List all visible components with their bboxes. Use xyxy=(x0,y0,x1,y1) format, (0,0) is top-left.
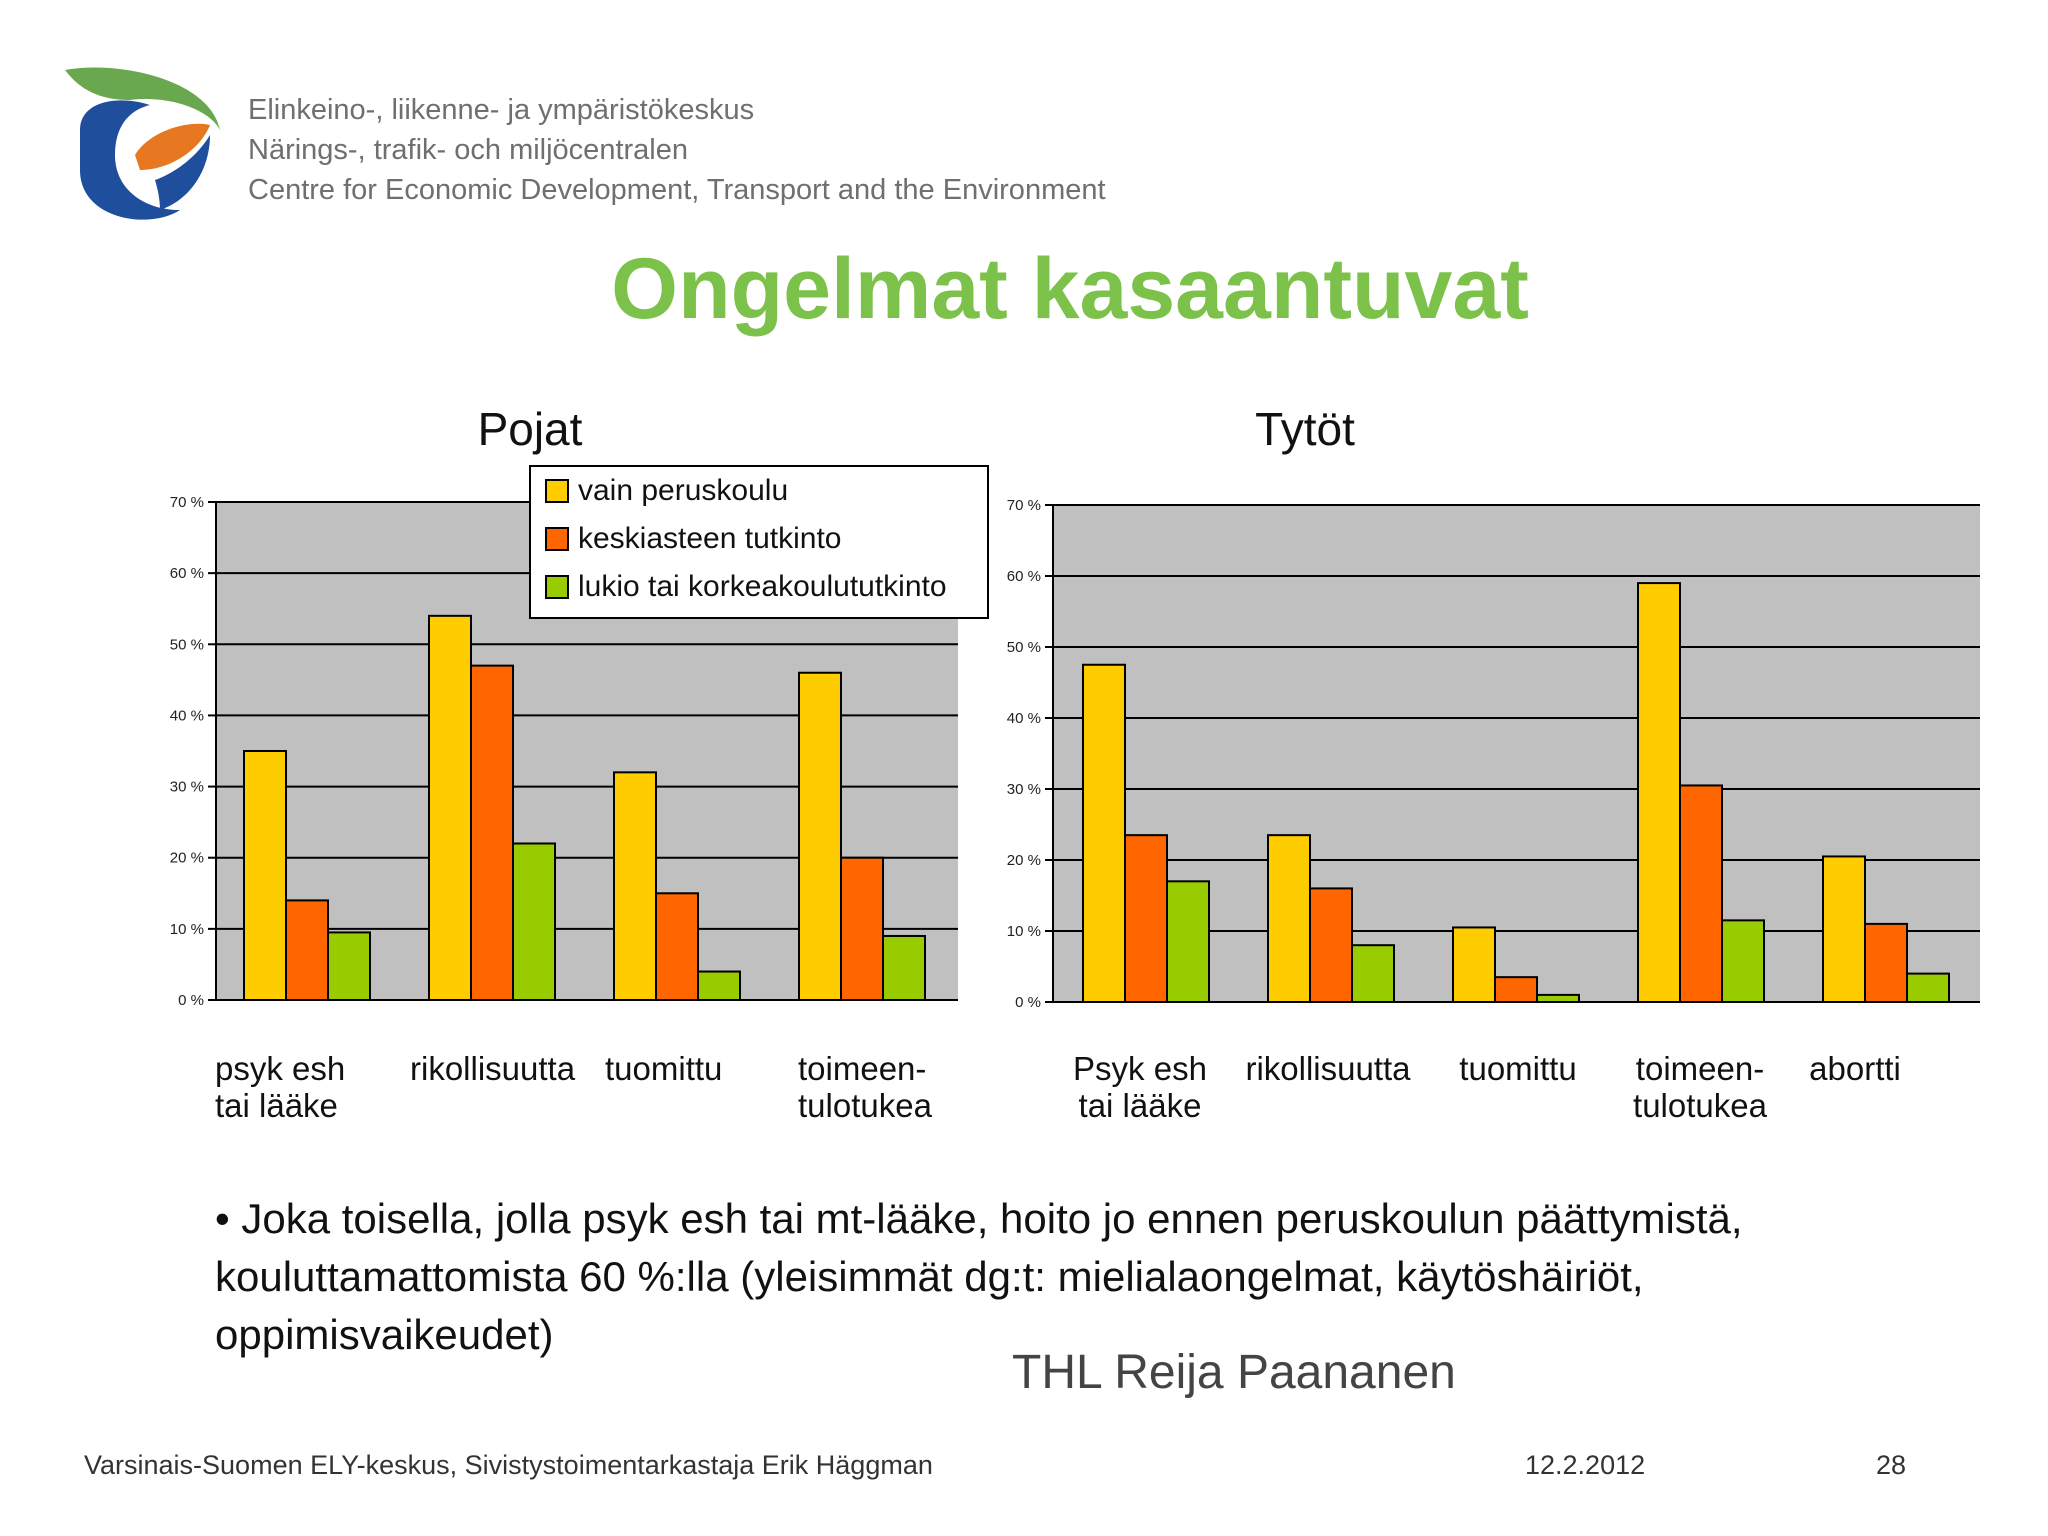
x-category-label xyxy=(1633,1050,1768,1124)
x-category-label-line: tai lääke xyxy=(215,1087,338,1124)
bar xyxy=(1823,856,1865,1002)
org-name-sv: Närings-, trafik- och miljöcentralen xyxy=(248,134,688,166)
x-category-label-line: rikollisuutta xyxy=(410,1050,576,1087)
x-category-label xyxy=(1809,1050,1901,1087)
bar xyxy=(1352,945,1394,1002)
bar xyxy=(1268,835,1310,1002)
bar xyxy=(656,893,698,1000)
bar xyxy=(883,936,925,1000)
source-credit: THL Reija Paananen xyxy=(1012,1346,1456,1399)
y-tick-label: 30 % xyxy=(169,778,204,796)
x-category-label xyxy=(798,1050,933,1124)
x-category-label xyxy=(410,1050,576,1087)
bar xyxy=(698,972,740,1000)
x-category-label-line: tuomittu xyxy=(605,1050,723,1087)
y-tick-label: 50 % xyxy=(1006,639,1041,656)
bar xyxy=(244,751,286,1000)
x-category-label-line: Psyk esh xyxy=(1073,1050,1207,1087)
bar xyxy=(841,858,883,1000)
bar xyxy=(1680,785,1722,1002)
bar-charts xyxy=(0,390,2048,1150)
x-category-label xyxy=(215,1050,345,1124)
bar xyxy=(429,616,471,1000)
x-category-label-line: abortti xyxy=(1809,1050,1901,1087)
legend-label: vain peruskoulu xyxy=(578,474,789,507)
chart-title: Pojat xyxy=(477,403,583,455)
bar xyxy=(1453,927,1495,1002)
footer-organization: Varsinais-Suomen ELY-keskus, Sivistystoimentarkastaja Erik Häggman xyxy=(84,1450,933,1480)
x-category-label-line: toimeen- xyxy=(798,1050,927,1087)
y-tick-label: 0 % xyxy=(178,992,204,1009)
chart-title: Tytöt xyxy=(1255,403,1355,455)
y-tick-label: 70 % xyxy=(1006,497,1041,514)
x-category-label-line: rikollisuutta xyxy=(1245,1050,1411,1087)
x-category-label xyxy=(1245,1050,1411,1087)
bar xyxy=(1722,920,1764,1002)
y-tick-label: 40 % xyxy=(1006,710,1041,727)
x-category-label-line: toimeen- xyxy=(1635,1050,1765,1087)
x-category-label-line: tuomittu xyxy=(1459,1050,1577,1087)
bar xyxy=(1310,888,1352,1002)
footer-date: 12.2.2012 xyxy=(1525,1450,1646,1480)
bar xyxy=(513,843,555,1000)
x-category-label-line: tulotukea xyxy=(798,1087,932,1124)
x-category-label-line: tulotukea xyxy=(1633,1087,1767,1124)
y-tick-label: 40 % xyxy=(169,707,204,725)
bar xyxy=(1865,924,1907,1002)
slide-title: Ongelmat kasaantuvat xyxy=(611,241,1529,337)
y-tick-label: 10 % xyxy=(169,920,204,938)
y-tick-label: 60 % xyxy=(1006,568,1041,585)
bar xyxy=(1125,835,1167,1002)
org-name-en: Centre for Economic Development, Transport and the Environment xyxy=(248,174,1106,206)
y-tick-label: 20 % xyxy=(1006,852,1041,869)
bar xyxy=(1537,995,1579,1002)
bullet-text: • Joka toisella, jolla psyk esh tai mt-lääke, hoito jo ennen peruskoulun päättymistä, kouluttamattomista 60 %:lla (yleisimmät dg:t: mielialaongelmat, käytöshäiriöt, oppimisvaikeudet) xyxy=(215,1195,1743,1358)
y-tick-label: 60 % xyxy=(169,565,204,583)
legend-label: lukio tai korkeakoulututkinto xyxy=(578,570,947,603)
x-category-label xyxy=(605,1050,722,1087)
y-tick-label: 30 % xyxy=(1006,781,1041,798)
bar xyxy=(799,673,841,1000)
chart-2 xyxy=(1007,403,1980,1124)
y-tick-label: 10 % xyxy=(1006,923,1041,940)
legend-swatch xyxy=(546,528,568,550)
footer-page-number: 28 xyxy=(1876,1450,1907,1480)
y-tick-label: 70 % xyxy=(169,494,204,511)
x-category-label-line: tai lääke xyxy=(1078,1087,1202,1124)
y-tick-label: 20 % xyxy=(169,849,204,867)
bar xyxy=(1638,583,1680,1002)
bar xyxy=(1167,881,1209,1002)
bar xyxy=(286,900,328,1000)
y-tick-label: 0 % xyxy=(1015,994,1041,1011)
legend-swatch xyxy=(546,576,568,598)
x-category-label xyxy=(1459,1050,1576,1087)
org-name-fi: Elinkeino-, liikenne- ja ympäristökeskus xyxy=(248,94,755,126)
bar xyxy=(328,932,370,1000)
organization-names xyxy=(248,90,1106,210)
x-category-label-line: psyk esh xyxy=(215,1050,346,1087)
bar xyxy=(1495,977,1537,1002)
bar xyxy=(471,666,513,1000)
ely-logo xyxy=(60,60,230,230)
y-tick-label: 50 % xyxy=(169,636,204,654)
legend-swatch xyxy=(546,480,568,502)
x-category-label xyxy=(1073,1050,1207,1124)
legend-label: keskiasteen tutkinto xyxy=(578,522,842,555)
bar xyxy=(1083,665,1125,1002)
bar xyxy=(1907,974,1949,1002)
bar xyxy=(614,772,656,1000)
legend xyxy=(530,466,988,618)
